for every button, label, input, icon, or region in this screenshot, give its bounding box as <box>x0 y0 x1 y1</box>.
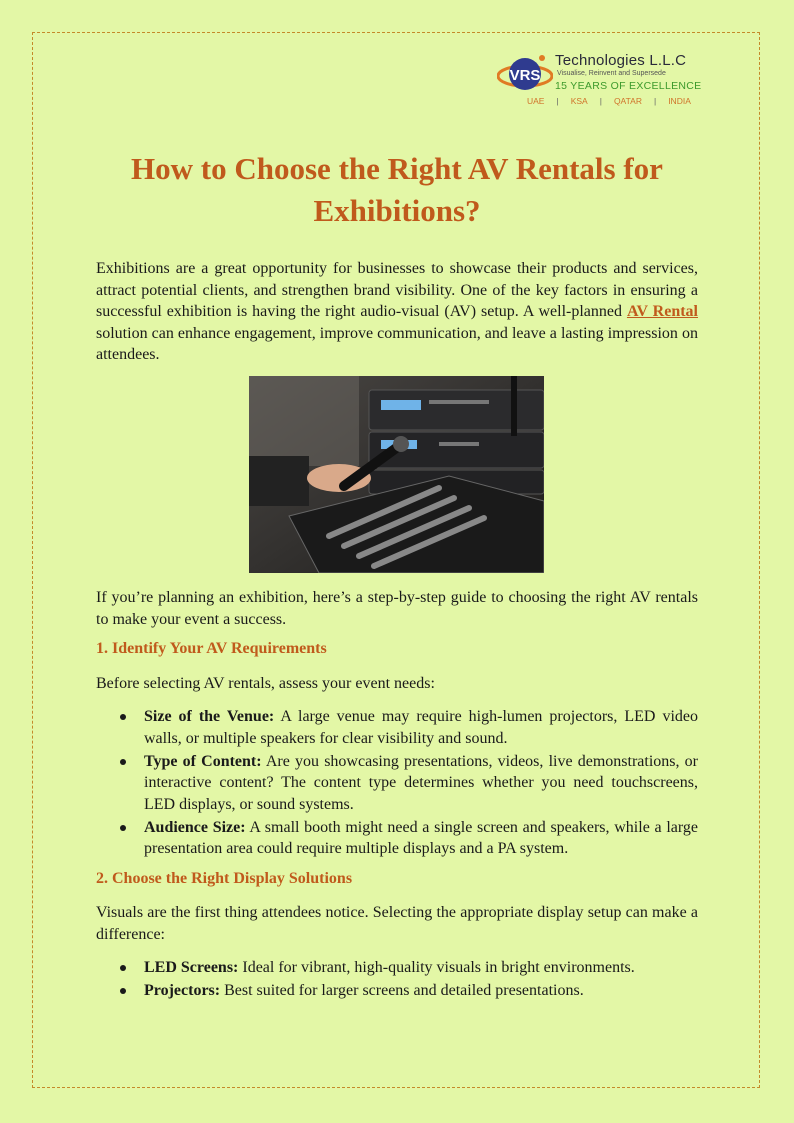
list-item-term: Audience Size: <box>144 818 246 836</box>
vrs-logo-mark <box>497 54 553 94</box>
list-item-content <box>120 751 698 816</box>
intro-paragraph <box>96 258 698 366</box>
section2-list <box>120 957 698 1003</box>
logo-tagline: Visualise, Reinvent and Supersede <box>557 70 666 77</box>
logo-years: 15 YEARS OF EXCELLENCE <box>555 80 702 92</box>
list-item-audience <box>120 817 698 860</box>
logo-name: Technologies L.L.C <box>555 52 687 69</box>
list-item-term: Projectors: <box>144 982 221 999</box>
list-item-term: LED Screens: <box>144 959 239 976</box>
section2-heading: 2. Choose the Right Display Solutions <box>96 870 353 887</box>
logo-mark-text: VRS <box>509 67 541 84</box>
logo-regions: UAE | KSA | QATAR | INDIA <box>515 96 703 106</box>
list-item-text: Are you showcasing presentations, videos, live demonstrations, or interactive content? The content type determines whether you need touchscreens, LED displays, or sound systems. <box>144 752 698 813</box>
page-title: How to Choose the Right AV Rentals for Exhibitions? <box>131 151 663 228</box>
list-item-text: A small booth might need a single screen and speakers, while a large presentation area could require multiple displays and a PA system. <box>144 818 699 857</box>
av-equipment-photo <box>249 376 544 573</box>
list-item-venue <box>120 706 698 749</box>
list-item-text: Best suited for larger screens and detailed presentations. <box>220 982 584 999</box>
intro-text-after: solution can enhance engagement, improve communication, and leave a lasting impression on attendees. <box>96 324 698 363</box>
av-rental-link[interactable]: AV Rental <box>626 303 698 320</box>
company-logo <box>497 48 707 112</box>
region-ksa: KSA <box>570 96 588 106</box>
list-item-term: Type of Content: <box>144 752 262 770</box>
list-item-term: Size of the Venue: <box>144 708 275 725</box>
list-item-led <box>120 957 698 979</box>
section1-lead: Before selecting AV rentals, assess your event needs: <box>96 675 435 692</box>
intro-text-before: Exhibitions are a great opportunity for businesses to showcase their products and services, attract potential clients, and strengthen brand visibility. One of the key factors in ensuring a successful exhibition is having the right audio-visual (AV) setup. A well-planned <box>96 260 698 320</box>
section1-heading: 1. Identify Your AV Requirements <box>96 640 327 657</box>
region-uae: UAE <box>527 96 545 106</box>
region-india: INDIA <box>668 96 691 106</box>
list-item-projectors <box>120 980 698 1002</box>
section1-list <box>120 706 698 861</box>
region-qatar: QATAR <box>613 96 642 106</box>
list-item-text: A large venue may require high-lumen projectors, LED video walls, or multiple speakers for clear visibility and sound. <box>144 708 699 747</box>
section2-lead: Visuals are the first thing attendees notice. Selecting the appropriate display setup can make a difference: <box>96 904 698 943</box>
guide-intro-paragraph: If you’re planning an exhibition, here’s a step-by-step guide to choosing the right AV rentals to make your event a success. <box>96 589 698 628</box>
list-item-text: Ideal for vibrant, high-quality visuals in bright environments. <box>238 959 635 976</box>
